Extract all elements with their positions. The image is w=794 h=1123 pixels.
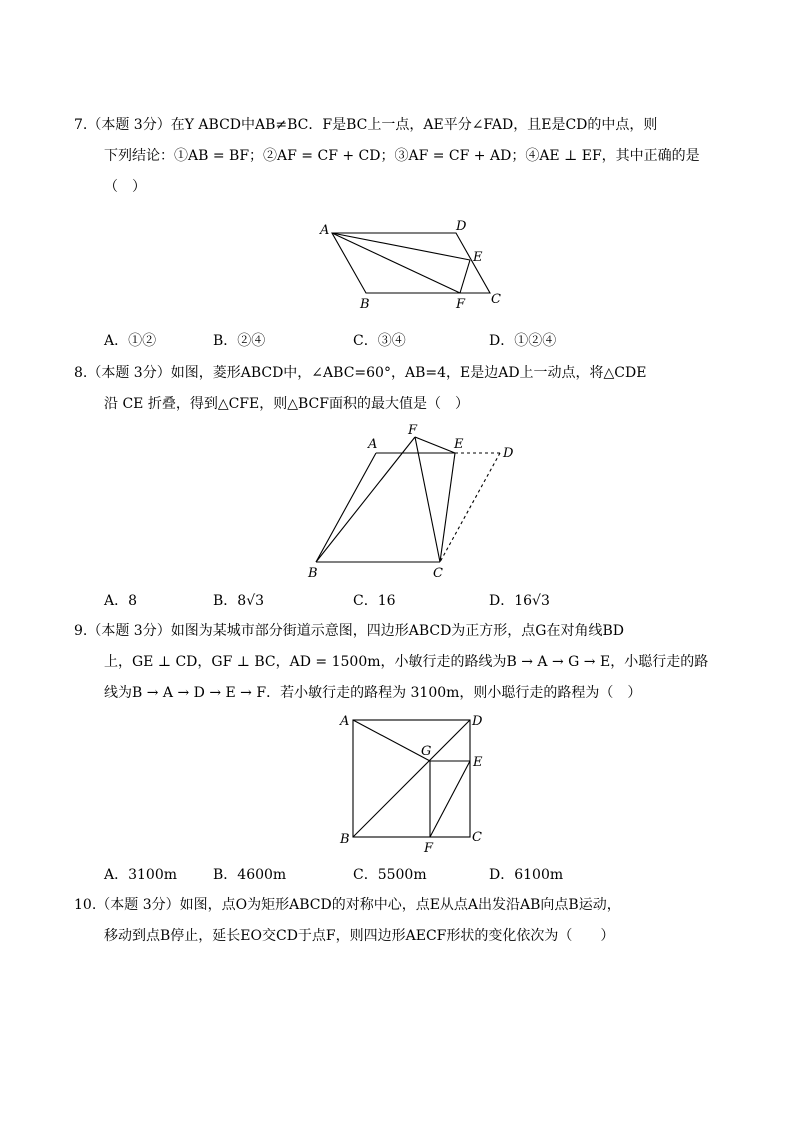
label-b: B	[360, 297, 370, 312]
question-8-option-c[interactable]: C．16	[353, 593, 396, 609]
label-a: A	[368, 437, 378, 452]
label-b: B	[340, 832, 350, 847]
segment-ef	[430, 761, 470, 837]
question-8-line-1: 8.（本题 3分）如图，菱形ABCD中，∠ABC=60°，AB=4，E是边AD上一动点，将△CDE	[74, 365, 647, 381]
question-10-line-2: 移动到点B停止，延长EO交CD于点F，则四边形AECF形状的变化依次为（ ）	[104, 928, 615, 944]
label-c: C	[472, 830, 482, 845]
question-8-line-2: 沿 CE 折叠，得到△CFE，则△BCF面积的最大值是（ ）	[104, 396, 469, 412]
question-7-option-a[interactable]: A．①②	[104, 333, 157, 349]
question-7-option-b[interactable]: B．②④	[213, 333, 266, 349]
label-d: D	[456, 219, 467, 234]
segment-bf	[316, 437, 415, 562]
segment-fe	[415, 437, 455, 453]
label-d: D	[503, 446, 514, 461]
question-9-option-a[interactable]: A．3100m	[104, 867, 178, 883]
segment-ec	[440, 453, 455, 562]
label-d: D	[472, 714, 483, 729]
label-g: G	[421, 744, 432, 759]
question-8-option-b[interactable]: B．8√3	[213, 593, 265, 609]
label-b: B	[308, 566, 318, 581]
question-9-option-c[interactable]: C．5500m	[353, 867, 427, 883]
segment-ef	[460, 260, 470, 293]
question-7-figure	[310, 215, 520, 315]
question-8-option-d[interactable]: D．16√3	[489, 593, 550, 609]
segment-af	[332, 233, 460, 293]
question-7-line-1: 7.（本题 3分）在Y ABCD中AB≠BC．F是BC上一点，AE平分∠FAD，且E是CD的中点，则	[74, 117, 658, 133]
question-9-option-b[interactable]: B．4600m	[213, 867, 287, 883]
question-7-line-2: 下列结论：①AB = BF；②AF = CF + CD；③AF = CF + AD；④AE ⊥ EF，其中正确的是	[104, 148, 700, 164]
question-8-option-a[interactable]: A．8	[104, 593, 138, 609]
question-9-figure	[330, 705, 500, 860]
segment-dc-dashed	[440, 453, 500, 562]
question-10-line-1: 10.（本题 3分）如图，点O为矩形ABCD的对称中心，点E从点A出发沿AB向点B运动，	[74, 897, 621, 913]
diagonal-bd	[353, 720, 470, 837]
segment-ab	[316, 453, 376, 562]
question-9-line-1: 9.（本题 3分）如图为某城市部分街道示意图，四边形ABCD为正方形，点G在对角线BD	[74, 623, 625, 639]
label-c: C	[433, 566, 443, 581]
label-f: F	[424, 841, 434, 856]
parallelogram-abcd	[332, 233, 490, 293]
label-a: A	[340, 714, 350, 729]
question-9-line-2: 上，GE ⊥ CD，GF ⊥ BC，AD = 1500m，小敏行走的路线为B → A → G → E，小聪行走的路	[104, 654, 709, 670]
segment-ae	[332, 233, 470, 260]
label-a: A	[320, 223, 330, 238]
label-e: E	[473, 755, 483, 770]
segment-ag	[353, 720, 430, 761]
label-f: F	[408, 423, 418, 438]
question-9-line-3: 线为B → A → D → E → F．若小敏行走的路程为 3100m，则小聪行走的路程为（ ）	[104, 685, 642, 701]
question-8-figure	[300, 420, 530, 585]
question-7-line-3: （ ）	[104, 179, 146, 195]
question-9-option-d[interactable]: D．6100m	[489, 867, 564, 883]
question-7-option-c[interactable]: C．③④	[353, 333, 406, 349]
segment-fc	[415, 437, 440, 562]
label-e: E	[473, 250, 483, 265]
question-7-option-d[interactable]: D．①②④	[489, 333, 557, 349]
label-e: E	[454, 437, 464, 452]
label-f: F	[456, 297, 466, 312]
label-c: C	[491, 292, 501, 307]
